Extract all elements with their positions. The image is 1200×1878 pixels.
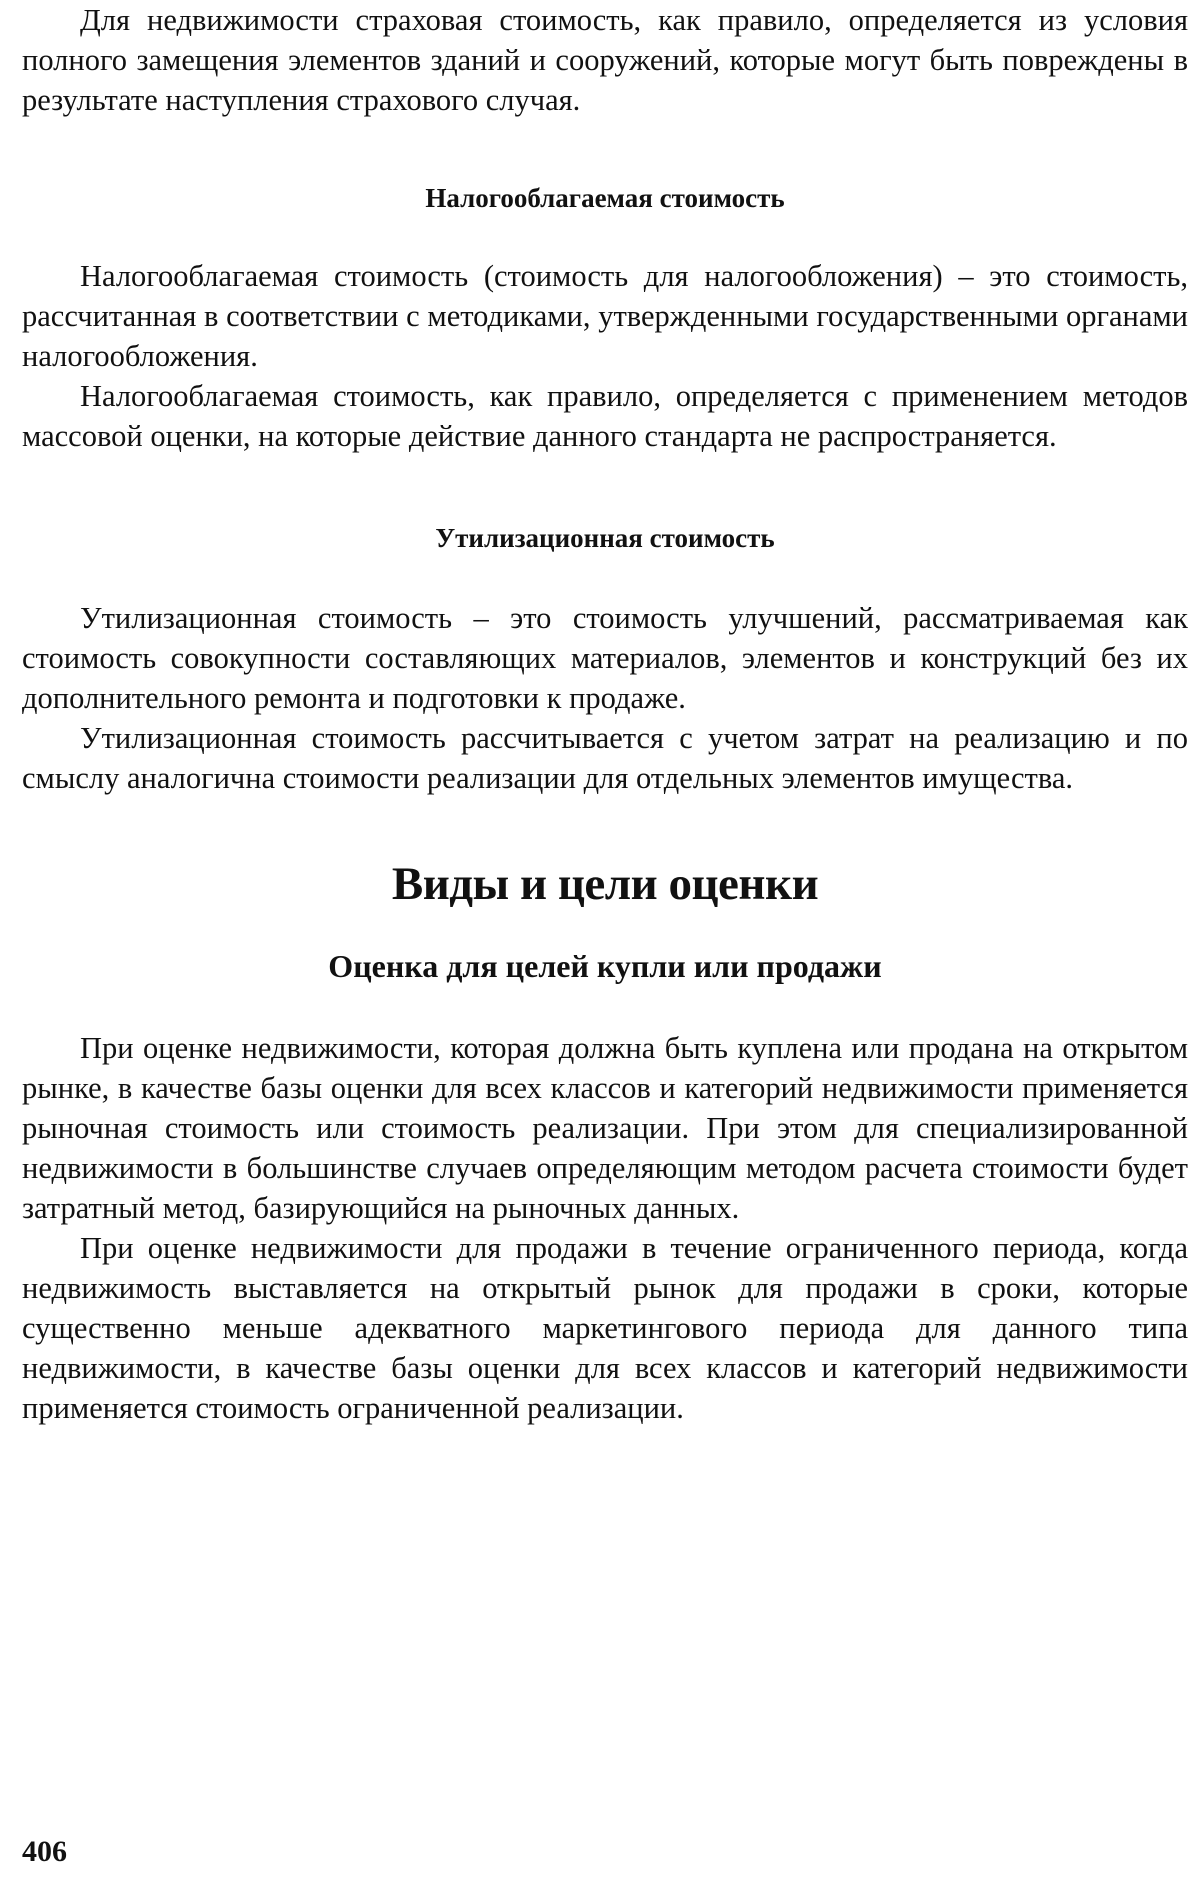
page-content xyxy=(22,0,1188,1428)
intro-paragraph: Для недвижимости страховая стоимость, как правило, определяется из условия полного замещения элементов зданий и сооружений, которые могут быть повреждены в результате наступления страхового случая. xyxy=(22,3,1188,117)
purchase-sale-heading: Оценка для целей купли или продажи xyxy=(328,948,882,984)
taxable-paragraph-2: Налогооблагаемая стоимость, как правило, определяется с применением методов массовой оценки, на которые действие данного стандарта не распространяется. xyxy=(22,379,1188,453)
purchase-sale-paragraph-2: При оценке недвижимости для продажи в течение ограниченного периода, когда недвижимость выставляется на открытый рынок для продажи в сроки, которые существенно меньше адекватного маркетингового периода для данного типа недвижимости, в качестве базы оценки для всех классов и категорий недвижимости применяется стоимость ограниченной реализации. xyxy=(22,1231,1188,1425)
page-number: 406 xyxy=(22,1835,67,1868)
salvage-paragraph-1: Утилизационная стоимость – это стоимость улучшений, рассматриваемая как стоимость совокупности составляющих материалов, элементов и конструкций без их дополнительного ремонта и подготовки к продаже. xyxy=(22,601,1188,715)
salvage-paragraph-2: Утилизационная стоимость рассчитывается с учетом затрат на реализацию и по смыслу аналогична стоимости реализации для отдельных элементов имущества. xyxy=(22,721,1188,795)
taxable-value-heading: Налогооблагаемая стоимость xyxy=(425,183,785,213)
purchase-sale-paragraph-1: При оценке недвижимости, которая должна быть куплена или продана на открытом рынке, в качестве базы оценки для всех классов и категорий недвижимости применяется рыночная стоимость или стоимость реализации. При этом для специализированной недвижимости в большинстве случаев определяющим методом расчета стоимости будет затратный метод, базирующийся на рыночных данных. xyxy=(22,1031,1188,1225)
section-title: Виды и цели оценки xyxy=(391,858,819,910)
salvage-value-heading: Утилизационная стоимость xyxy=(435,523,775,553)
taxable-paragraph-1: Налогооблагаемая стоимость (стоимость для налогообложения) – это стоимость, рассчитанная в соответствии с методиками, утвержденными государственными органами налогообложения. xyxy=(22,259,1188,373)
